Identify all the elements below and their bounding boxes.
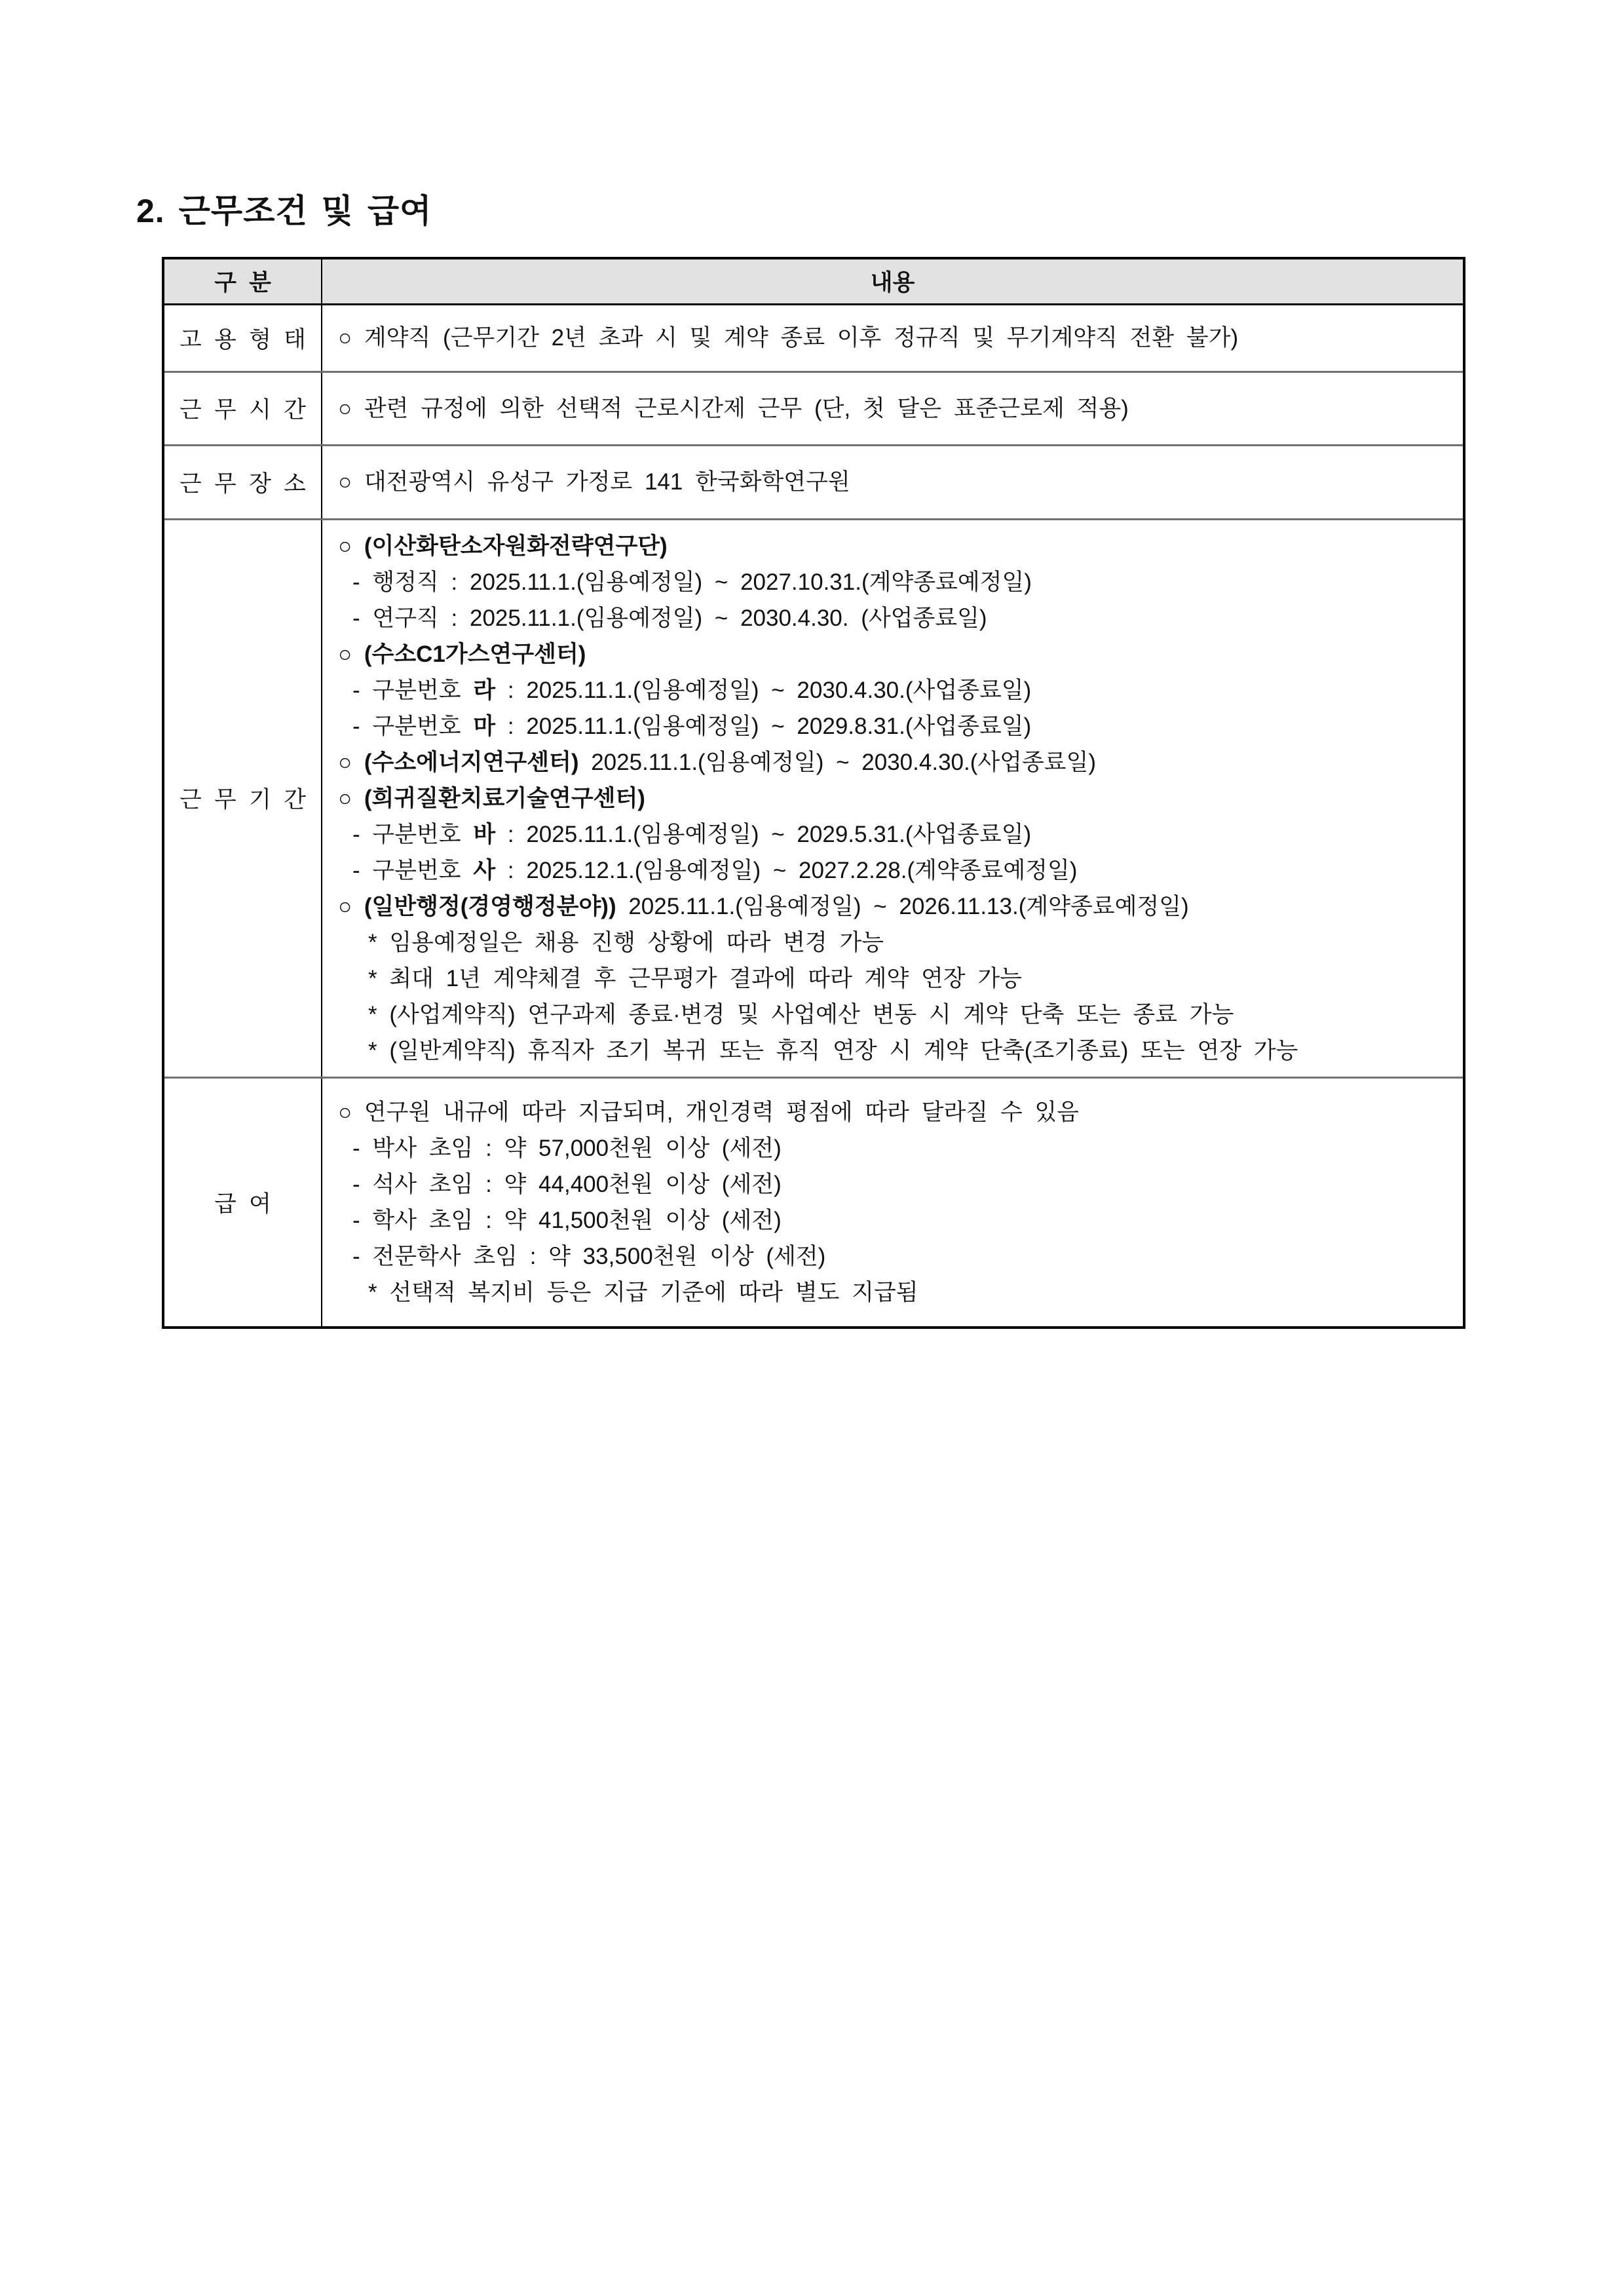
content-segment-bold: 라 — [473, 677, 496, 703]
table-row — [163, 304, 1464, 372]
content-segment: ○ 대전광역시 유성구 가정로 141 한국화학연구원 — [338, 469, 850, 495]
page-title: 2. 근무조건 및 급여 — [136, 193, 432, 229]
content-segment-bold: (수소C1가스연구센터) — [364, 641, 586, 667]
content-line — [338, 1202, 1458, 1238]
row-label: 급여 — [214, 1191, 284, 1217]
content-line — [338, 391, 1458, 427]
content-segment: 2025.11.1.(임용예정일) ~ 2026.11.13.(계약종료예정일) — [616, 893, 1189, 919]
content-segment: : 2025.12.1.(임용예정일) ~ 2027.2.28.(계약종료예정일) — [495, 857, 1078, 883]
content-line — [338, 528, 1458, 564]
row-label: 근무시간 — [179, 397, 319, 423]
content-segment: ○ 계약직 (근무기간 2년 초과 시 및 계약 종료 이후 정규직 및 무기계약직 전환 불가) — [338, 325, 1239, 351]
row-label-cell — [163, 445, 322, 519]
content-segment: * 최대 1년 계약체결 후 근무평가 결과에 따라 계약 연장 가능 — [368, 965, 1022, 991]
table-row — [163, 445, 1464, 519]
content-segment: - 구분번호 — [352, 677, 474, 703]
row-content-cell — [322, 445, 1464, 519]
header-cell-category — [163, 258, 322, 304]
table-row — [163, 519, 1464, 1077]
content-line — [338, 708, 1458, 744]
content-segment: ○ — [338, 893, 364, 919]
table-row — [163, 372, 1464, 445]
row-label: 고용형태 — [179, 326, 319, 353]
content-line — [338, 852, 1458, 889]
conditions-salary-table — [162, 257, 1465, 1329]
content-line — [338, 1166, 1458, 1202]
content-segment: - 학사 초임 : 약 41,500천원 이상 (세전) — [352, 1207, 782, 1233]
content-segment: * (사업계약직) 연구과제 종료·변경 및 사업예산 변동 시 계약 단축 또는 종료 가능 — [368, 1001, 1234, 1027]
row-label-cell — [163, 304, 322, 372]
content-segment: - 행정직 : 2025.11.1.(임용예정일) ~ 2027.10.31.(계약종료예정일) — [352, 569, 1032, 595]
content-line — [338, 464, 1458, 500]
header-content-label: 내용 — [870, 270, 915, 296]
content-segment: - 구분번호 — [352, 821, 474, 847]
content-segment: - 연구직 : 2025.11.1.(임용예정일) ~ 2030.4.30. (사업종료일) — [352, 605, 987, 631]
content-segment-bold: (희귀질환치료기술연구센터) — [364, 785, 645, 811]
content-segment: ○ — [338, 749, 364, 775]
content-segment-bold: 사 — [473, 857, 496, 883]
content-line — [338, 1238, 1458, 1274]
content-line — [338, 636, 1458, 672]
content-segment: * 임용예정일은 채용 진행 상황에 따라 변경 가능 — [368, 929, 884, 955]
table-header-row — [163, 258, 1464, 304]
row-label-cell — [163, 372, 322, 445]
content-segment-bold: (이산화탄소자원화전략연구단) — [364, 533, 668, 559]
content-line — [338, 816, 1458, 852]
row-content-cell — [322, 1077, 1464, 1328]
content-segment: ○ — [338, 533, 364, 559]
table-row — [163, 1077, 1464, 1328]
content-line — [338, 1274, 1458, 1311]
row-content-cell — [322, 304, 1464, 372]
row-label: 근무장소 — [179, 470, 319, 497]
content-line — [338, 564, 1458, 600]
content-line — [338, 925, 1458, 961]
table-body — [163, 304, 1464, 1328]
content-line — [338, 1033, 1458, 1069]
content-line — [338, 780, 1458, 816]
content-segment: - 전문학사 초임 : 약 33,500천원 이상 (세전) — [352, 1243, 826, 1269]
content-segment: ○ — [338, 641, 364, 667]
content-segment: - 구분번호 — [352, 713, 474, 739]
content-segment: 2025.11.1.(임용예정일) ~ 2030.4.30.(사업종료일) — [578, 749, 1097, 775]
content-line — [338, 672, 1458, 708]
content-line — [338, 961, 1458, 997]
content-line — [338, 1130, 1458, 1166]
content-line — [338, 320, 1458, 356]
content-segment-bold: (수소에너지연구센터) — [364, 749, 579, 775]
content-line — [338, 889, 1458, 925]
content-line — [338, 744, 1458, 780]
content-segment: - 구분번호 — [352, 857, 474, 883]
row-label-cell — [163, 1077, 322, 1328]
header-cell-content — [322, 258, 1464, 304]
content-segment: * 선택적 복지비 등은 지급 기준에 따라 별도 지급됨 — [368, 1279, 918, 1305]
content-segment-bold: 마 — [473, 713, 496, 739]
content-segment: ○ 관련 규정에 의한 선택적 근로시간제 근무 (단, 첫 달은 표준근로제 적용) — [338, 395, 1129, 421]
row-label: 근무기간 — [179, 787, 319, 813]
content-segment: : 2025.11.1.(임용예정일) ~ 2029.5.31.(사업종료일) — [495, 821, 1032, 847]
content-segment: ○ 연구원 내규에 따라 지급되며, 개인경력 평점에 따라 달라질 수 있음 — [338, 1099, 1079, 1125]
content-segment-bold: (일반행정(경영행정분야)) — [364, 893, 616, 919]
content-segment: : 2025.11.1.(임용예정일) ~ 2030.4.30.(사업종료일) — [495, 677, 1032, 703]
row-content-cell — [322, 519, 1464, 1077]
header-category-label: 구분 — [214, 270, 284, 296]
content-segment: * (일반계약직) 휴직자 조기 복귀 또는 휴직 연장 시 계약 단축(조기종료) 또는 연장 가능 — [368, 1037, 1298, 1063]
content-segment-bold: 바 — [473, 821, 496, 847]
content-line — [338, 1094, 1458, 1130]
content-line — [338, 997, 1458, 1033]
row-content-cell — [322, 372, 1464, 445]
row-label-cell — [163, 519, 322, 1077]
content-line — [338, 600, 1458, 636]
content-segment: - 석사 초임 : 약 44,400천원 이상 (세전) — [352, 1171, 782, 1197]
content-segment: - 박사 초임 : 약 57,000천원 이상 (세전) — [352, 1135, 782, 1161]
content-segment: ○ — [338, 785, 364, 811]
content-segment: : 2025.11.1.(임용예정일) ~ 2029.8.31.(사업종료일) — [495, 713, 1032, 739]
